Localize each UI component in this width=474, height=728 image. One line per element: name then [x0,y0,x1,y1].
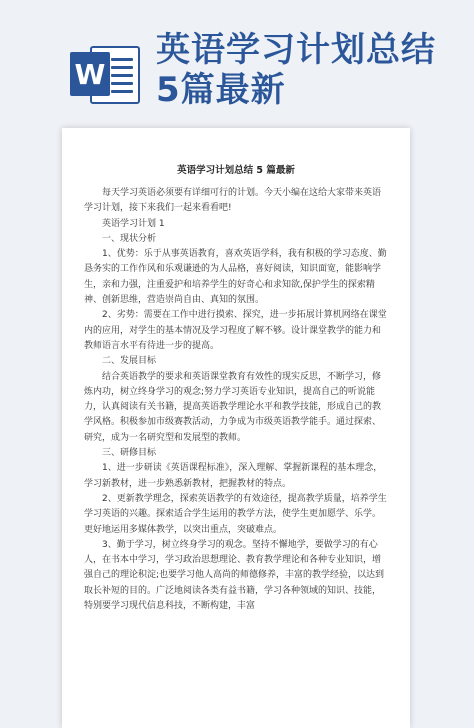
section-heading-study-targets: 三、研修目标 [102,448,157,459]
banner [0,0,474,135]
target-paragraph-3: 3、勤于学习，树立终身学习的观念。坚持不懈地学，要做学习的有心人，在书本中学习，学习政治思想理论、教育教学理论和各种专业知识，增强自己的理论积淀;也要学习他人高尚的师德修养，丰富的教学经验，以达到取长补短的目的。广泛地阅读各类有益书籍，学习各种领域的知识、技能，特别要学习现代信息科技，不断构建，丰富 [84,539,385,612]
document-page [62,128,410,728]
banner-title [156,30,466,110]
goal-paragraph: 结合英语教学的要求和英语课堂教育有效性的现实反思，不断学习，修炼内功，树立终身学习的观念;努力学习英语专业知识，提高自己的听说能力，认真阅读有关书籍，提高英语教学理论水平和教学技能，形成自己的教学风格。积极参加市级赛教活动，力争成为市级英语教学能手。通过探索、研究，成为一名研究型和发展型的教师。 [84,371,382,443]
document-title: 英语学习计划总结 5 篇最新 [177,165,295,176]
banner-title-line2: 5篇最新 [156,70,286,110]
intro-paragraph: 每天学习英语必须要有详细可行的计划。今天小编在这给大家带来英语学习计划，接下来我们一起来看看吧! [84,188,382,214]
word-letter-badge: W [70,52,110,96]
document-body [84,186,388,614]
section-heading-analysis: 一、现状分析 [102,233,157,244]
banner-title-line1: 英语学习计划总结 [156,30,436,70]
section-heading-goals: 二、发展目标 [102,356,157,367]
target-paragraph-2: 2、更新教学理念，探索英语教学的有效途径，提高教学质量，培养学生学习英语的兴趣。探索适合学生运用的教学方法，使学生更加愿学、乐学。更好地运用多媒体教学，以突出重点，突破难点。 [84,493,387,535]
weakness-paragraph: 2、劣势：需要在工作中进行摸索、探究，进一步拓展计算机网络在课堂内的应用，对学生的基本情况及学习程度了解不够。设计课堂教学的能力和教师语言水平有待进一步的提高。 [84,310,387,351]
word-icon [70,40,142,108]
plan-heading: 英语学习计划 1 [102,218,165,229]
target-paragraph-1: 1、进一步研读《英语课程标准》，深入理解、掌握新课程的基本理念，学习新教材，进一步熟悉新教材，把握教材的特点。 [84,463,383,489]
advantage-paragraph: 1、优势：乐于从事英语教育，喜欢英语学科，我有积极的学习态度、勤恳务实的工作作风和乐观谦逊的为人品格，喜好阅读，知识面宽，能影响学生，亲和力强，注重爱护和培养学生的好奇心和求知欲,保护学生的探索精神、创新思维，营造崇尚自由、真知的氛围。 [84,249,387,306]
